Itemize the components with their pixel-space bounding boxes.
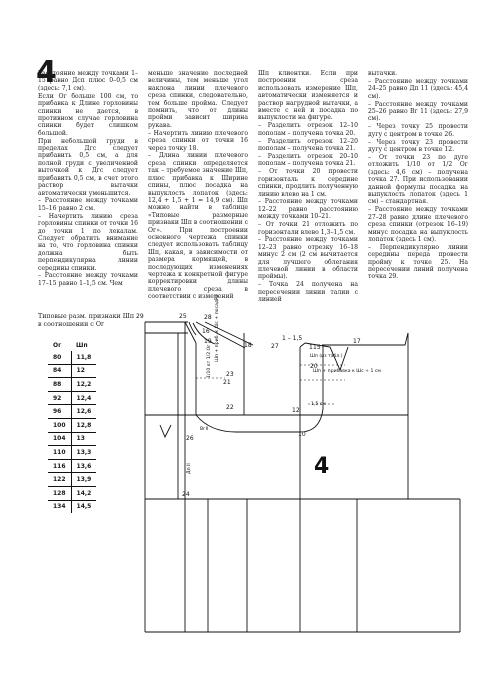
pattern-point-label: 25 (179, 313, 187, 320)
paragraph: – Начертить линию плечевого среза спинки от точки 16 через точку 18. (148, 129, 248, 152)
pattern-point-label: 16 (202, 328, 210, 335)
table-cell-og: 122 (48, 473, 71, 487)
pattern-point-label: 26 (186, 435, 194, 442)
paragraph: Расстояние между точками 1–15 равно Дсп плюс 0–0,5 см (здесь: 7,1 см). (38, 70, 138, 92)
paragraph: – Через точку 25 провести дугу с центром в точке 26. (368, 123, 468, 138)
paragraph: – Разделить отрезок 20–10 пополам – получена точка 21. (258, 152, 358, 168)
paragraph: – Расстояние между точками 25–26 равно Вг 11 (здесь: 27,9 см). (368, 100, 468, 123)
paragraph: – От точки 23 по дуге отложить 1/10 от 1/2 Ог (здесь: 4,6 см) – получена точка 27. При использовании данной формулы посадка на выпуклость лопаток (здесь 1 см) – стандартная. (368, 153, 468, 206)
table-header-shp: Шп (76, 342, 88, 349)
paragraph: – Разделить отрезок 12–20 пополам – получена точка 21. (258, 137, 358, 153)
table-cell-shp: 11,8 (71, 351, 96, 364)
table-cell-og: 110 (48, 446, 71, 460)
page-number: 4 (36, 55, 57, 90)
table-cell-shp: 12,6 (71, 405, 96, 419)
table-cell-shp: 12 (71, 364, 96, 378)
pattern-point-label: 18 (244, 342, 252, 349)
paragraph: – От точки 21 отложить по горизонтали влево 1,3–1,5 см. (258, 221, 358, 236)
table-cell-shp: 12,8 (71, 418, 96, 432)
pattern-point-label: 15 (313, 344, 321, 351)
table-cell-og: 104 (48, 432, 71, 446)
paragraph: Если Ог больше 100 см, то прибавка к Длине горловины спинки не дается, в противном случае горловина спинки будет слишком большой. (38, 92, 138, 137)
pattern-point-label: 1 – 1,5 (282, 335, 303, 342)
paragraph: – Точка 24 получена на пересечении линии талии с линией (258, 281, 358, 304)
paragraph: – Расстояние между точками 17–15 равно 1–1,5 см. Чем (38, 272, 138, 287)
paragraph: – Через точку 23 провести дугу с центром в точке 12. (368, 138, 468, 154)
paragraph: – Расстояние между точками 24–25 равно Дп 11 (здесь: 45,4 см). (368, 77, 468, 100)
pattern-point-label: 27 (271, 343, 279, 350)
table-cell-og: 100 (48, 418, 71, 432)
table-cell-shp: 12,4 (71, 391, 96, 405)
paragraph: – От точки 20 провести горизонталь к середине спинки, продлить полученную линию влево на 1 см. (258, 168, 358, 198)
pattern-note: Шп + приб. к Шс + посадка (215, 294, 220, 362)
paragraph: Шп клиентки. Если при построении среза использовать измерение Шп, автоматически изменяется и раствор нагрудной вытачки, а вместе с ней и посадка по выпуклости на фигуре. (258, 70, 358, 122)
paragraph: – Расстояние между точками 15–16 равно 2 см. (38, 197, 138, 212)
pattern-note: Шп (из табл.) (310, 354, 343, 359)
table-cell-og: 92 (48, 391, 71, 405)
pattern-point-label: 17 (353, 338, 361, 345)
pattern-point-label: 20 (310, 363, 318, 370)
pattern-point-label: 1 (309, 344, 313, 351)
pattern-point-label: 29 (136, 313, 144, 320)
paragraph: – Длина линии плечевого среза спинки определяется так – требуемое значение Шп, плюс прибавка к Ширине спины, плюс посадка на выпуклость лопаток (здесь: 12,4 + 1,5 + 1 = 14,9 см). Шп можно найти в таблице «Типовые размерные признаки Шп в соотношении с Ог». При построении основного чертежа спинки следует использовать таблицу Шп, какая, в зависимости от размера кормящей, в последующих изменениях чертежа к конкретной фигуре корректировки длины плечевого среза в соответствии с измерений (148, 152, 248, 301)
table-cell-shp: 14,2 (71, 486, 96, 500)
table-cell-shp: 13,9 (71, 473, 96, 487)
paragraph: – Расстояние между точками 27–28 равно длине плечевого среза спинки (отрезок 16–19) минус посадка на выпуклость лопаток (здесь 1 см). (368, 206, 468, 243)
table-cell-og: 80 (53, 353, 62, 361)
pattern-note: Дп II (187, 463, 192, 474)
table-cell-shp: 13,6 (71, 459, 96, 473)
table-title: Типовые разм. признаки Шп в соотношении с Ог (38, 313, 135, 328)
table-header-og: Ог (53, 342, 62, 349)
pattern-note: Шп + прибавка к Шс + 1 см (313, 369, 381, 374)
table-cell-og: 88 (48, 378, 71, 392)
table-cell-og: 116 (48, 459, 71, 473)
pattern-note: 1,5 см (311, 402, 326, 407)
table-cell-og: 84 (48, 364, 71, 378)
table-cell-shp: 13,3 (71, 446, 96, 460)
pattern-point-label: 21 (223, 379, 231, 386)
pattern-point-label: 22 (226, 404, 234, 411)
paragraph: вытачки. (368, 70, 398, 77)
paragraph: меньше значение последней величины, тем меньше угол наклона линии плечевого среза спинки, следовательно, тем больше пройма. Следует помнить, что от длины пройми зависит ширина рукава. (148, 70, 248, 129)
paragraph: – Расстояние между точками 12–23 равно отрезку 16–18 минус 2 см (2 см вычитается для лучшего облегания плечевой линии в области проймы). (258, 236, 358, 281)
paragraph: – Разделить отрезок 12–10 пополам – получена точка 20. (258, 122, 358, 137)
pattern-point-label: 12 (292, 407, 300, 414)
pattern-note: 1/10 от 1/2 Ог (207, 344, 212, 378)
pattern-note: ВгII (200, 427, 209, 432)
pattern-point-label: 10 (298, 431, 306, 438)
table-cell-og: 128 (48, 486, 71, 500)
paragraph: При небольшой груди в пределах Дгс следует прибавить 0,5 см, а для полной груди с увеличенной выточкой к Дгс следует прибавить 0,5 см, в счет этого раствор вытачки автоматически уменьшится. (38, 137, 138, 197)
table-cell-og: 96 (48, 405, 71, 419)
pattern-piece-number: 4 (314, 454, 330, 479)
paragraph: – Начертить линию среза горловины спинки от точки 16 до точки 1 по лекалам. Следует обратить внимание на то, что горловина спинки должна быть перпендикулярна линии середины спинки. (38, 212, 138, 272)
pattern-point-label: 24 (182, 491, 190, 498)
table-cell-shp: 14,5 (71, 500, 96, 513)
table-cell-shp: 13 (71, 432, 96, 446)
table-cell-og: 134 (48, 500, 71, 513)
table-cell-shp: 12,2 (71, 378, 96, 392)
pattern-point-label: 23 (226, 371, 234, 378)
pattern-point-label: 28 (204, 314, 212, 321)
paragraph: – Расстояние между точками 12–22 равно расстоянию между точками 10–21. (258, 198, 358, 221)
paragraph: – Перпендикулярно линии середины переда провести пройму к точке 25. На пересечении линий получена точка 29. (368, 243, 468, 281)
pattern-point-label: 19 (204, 338, 212, 345)
